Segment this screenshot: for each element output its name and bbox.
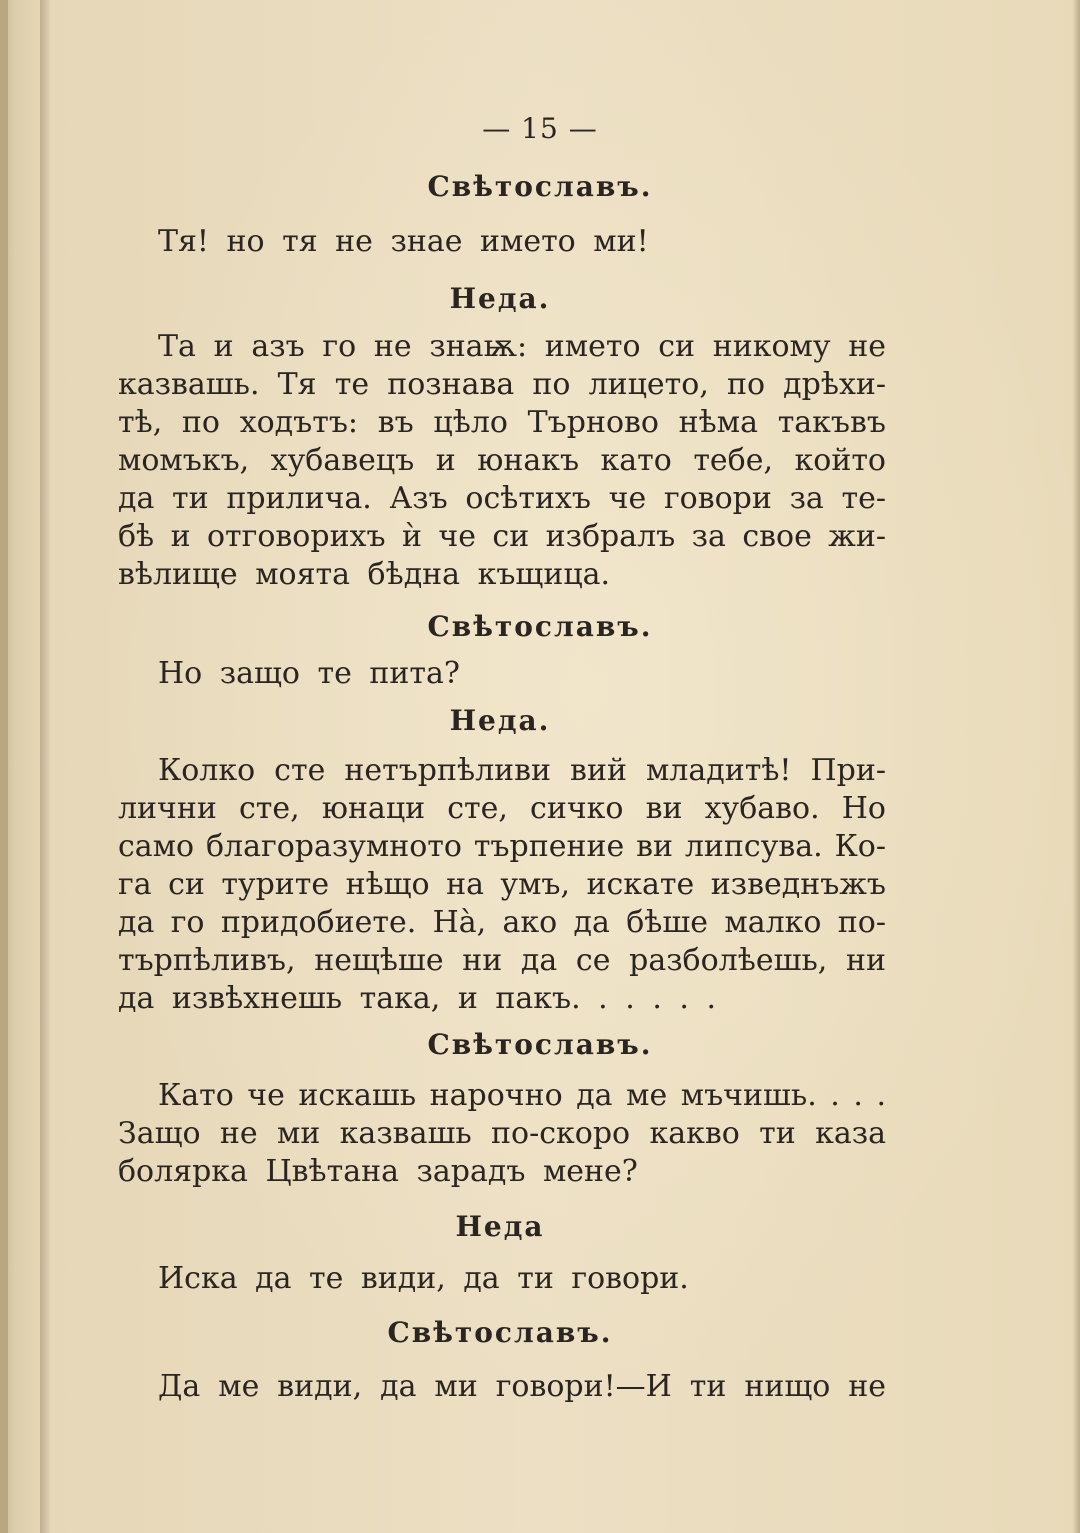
dialogue-text: [158, 223, 926, 261]
dialogue-text: [158, 655, 926, 693]
dialogue-text: [118, 752, 886, 1018]
text-line-content: Да ме види, да ми говори!—И ти нищо не: [158, 1369, 886, 1404]
text-line: [118, 942, 886, 980]
speaker-name: Свѣтославъ.: [427, 170, 653, 203]
text-line: [118, 828, 886, 866]
text-line: Тя! но тя не знае името ми!: [158, 224, 649, 259]
text-line: Иска да те види, да ти говори.: [158, 1261, 689, 1296]
text-line-content: лични сте, юнаци сте, сичко ви хубаво. Но: [118, 791, 886, 826]
speaker-name: Свѣтославъ.: [427, 610, 653, 643]
dialogue-text: [118, 1368, 886, 1406]
text-line-content: Като че искашь нарочно да ме мъчишь. . . .: [158, 1078, 886, 1113]
text-line-content: бѣ и отговорихъ ѝ че си избралъ за свое жи-: [118, 519, 886, 554]
text-line: [118, 866, 886, 904]
spine-shadow: [40, 0, 50, 1533]
text-line-content: търпѣливъ, нещѣше ни да се разболѣешь, ни: [118, 943, 886, 978]
text-line-content: га си турите нѣщо на умъ, искате изведнъжъ: [118, 867, 886, 902]
dialogue-text: [158, 1260, 926, 1298]
text-line-content: казвашь. Тя те познава по лицето, по дрѣхи-: [118, 367, 886, 402]
dialogue-text: [118, 1077, 886, 1191]
text-line: [118, 328, 886, 366]
page-edge-left: [0, 0, 8, 1533]
text-line-content: да ти прилича. Азъ осѣтихъ че говори за те-: [118, 481, 886, 516]
text-line: [118, 480, 886, 518]
text-line: [118, 366, 886, 404]
text-line: да извѣхнешь така, и пакъ. . . . . .: [118, 981, 716, 1016]
text-line: вѣлище моята бѣдна къщица.: [118, 557, 611, 592]
text-line-content: само благоразумното търпение ви липсува. Ко-: [118, 829, 886, 864]
speaker-name: Неда: [455, 1210, 545, 1243]
text-line: [118, 1115, 886, 1153]
page-edge-right: [1072, 0, 1080, 1533]
text-line: Но защо те пита?: [158, 656, 460, 691]
text-line: [118, 518, 886, 556]
text-line: [118, 790, 886, 828]
speaker-name: Неда.: [449, 282, 551, 315]
text-line: [118, 904, 886, 942]
text-line-content: Защо не ми казвашь по-скоро какво ти каза: [118, 1116, 886, 1151]
text-line-content: да го придобиете. Нà, ако да бѣше малко по-: [118, 905, 886, 940]
text-line-content: момъкъ, хубавецъ и юнакъ като тебе, който: [118, 443, 886, 478]
speaker-name: Неда.: [449, 704, 551, 737]
text-line: [118, 404, 886, 442]
text-line: болярка Цвѣтана зарадъ мене?: [118, 1154, 638, 1189]
text-line-content: тѣ, по ходътъ: въ цѣло Търново нѣма такъвъ: [118, 405, 886, 440]
text-line: [118, 752, 886, 790]
text-line: [118, 1368, 886, 1406]
text-line-content: Колко сте нетърпѣливи вий младитѣ! При-: [158, 753, 886, 788]
text-line-content: Та и азъ го не знаѭ: името си никому не: [158, 329, 886, 364]
speaker-name: Свѣтославъ.: [427, 1028, 653, 1061]
text-line: [118, 1077, 886, 1115]
dialogue-text: [118, 328, 886, 594]
speaker-name: Свѣтославъ.: [387, 1316, 613, 1349]
text-line: [118, 442, 886, 480]
page-number: — 15 —: [482, 112, 598, 145]
